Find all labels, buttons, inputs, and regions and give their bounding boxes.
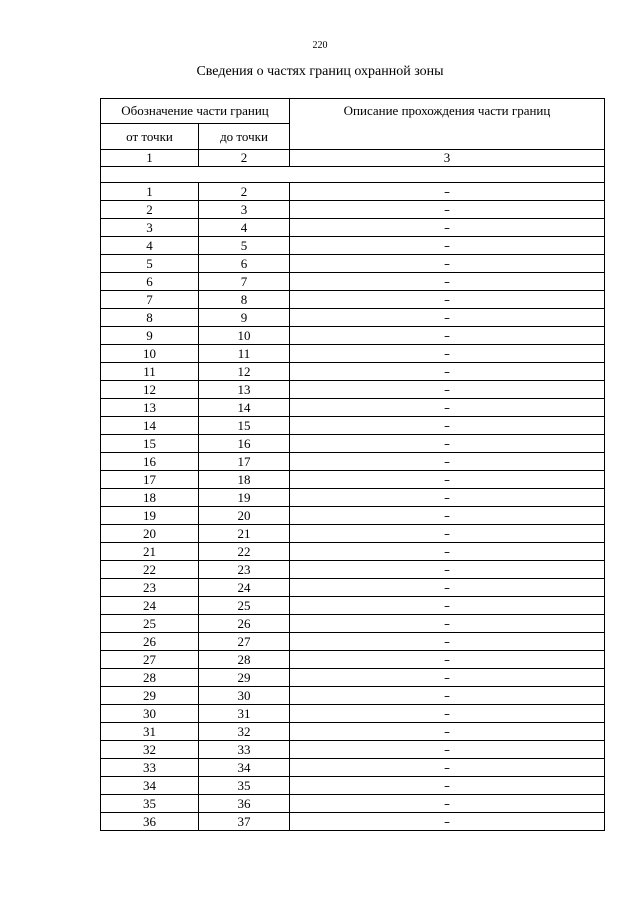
to-point-cell: 6 (199, 255, 290, 273)
from-point-cell: 17 (101, 471, 199, 489)
table-row (101, 741, 605, 759)
description-cell: – (290, 255, 605, 273)
from-point-cell: 28 (101, 669, 199, 687)
from-point-cell: 6 (101, 273, 199, 291)
to-point-cell: 31 (199, 705, 290, 723)
table-row (101, 291, 605, 309)
to-point-cell: 33 (199, 741, 290, 759)
from-point-cell: 22 (101, 561, 199, 579)
from-point-cell: 11 (101, 363, 199, 381)
table-row (101, 525, 605, 543)
description-cell: – (290, 471, 605, 489)
to-point-cell: 35 (199, 777, 290, 795)
from-point-cell: 14 (101, 417, 199, 435)
to-point-cell: 13 (199, 381, 290, 399)
from-point-cell: 15 (101, 435, 199, 453)
description-cell: – (290, 741, 605, 759)
description-cell: – (290, 507, 605, 525)
column-number-1: 1 (101, 150, 199, 167)
to-point-cell: 37 (199, 813, 290, 831)
to-point-cell: 7 (199, 273, 290, 291)
to-point-cell: 5 (199, 237, 290, 255)
header-boundary-description: Описание прохождения части границ (290, 99, 605, 150)
from-point-cell: 12 (101, 381, 199, 399)
column-number-2: 2 (199, 150, 290, 167)
to-point-cell: 23 (199, 561, 290, 579)
table-row (101, 417, 605, 435)
description-cell: – (290, 327, 605, 345)
table-row (101, 255, 605, 273)
from-point-cell: 23 (101, 579, 199, 597)
table-row (101, 309, 605, 327)
from-point-cell: 16 (101, 453, 199, 471)
description-cell: – (290, 435, 605, 453)
table-row (101, 183, 605, 201)
description-cell: – (290, 543, 605, 561)
from-point-cell: 1 (101, 183, 199, 201)
to-point-cell: 19 (199, 489, 290, 507)
description-cell: – (290, 525, 605, 543)
description-cell: – (290, 687, 605, 705)
to-point-cell: 10 (199, 327, 290, 345)
from-point-cell: 36 (101, 813, 199, 831)
to-point-cell: 30 (199, 687, 290, 705)
description-cell: – (290, 651, 605, 669)
from-point-cell: 3 (101, 219, 199, 237)
description-cell: – (290, 399, 605, 417)
description-cell: – (290, 291, 605, 309)
from-point-cell: 24 (101, 597, 199, 615)
table-row (101, 777, 605, 795)
from-point-cell: 9 (101, 327, 199, 345)
table-row (101, 723, 605, 741)
to-point-cell: 21 (199, 525, 290, 543)
table-row (101, 201, 605, 219)
from-point-cell: 21 (101, 543, 199, 561)
to-point-cell: 2 (199, 183, 290, 201)
table-row (101, 219, 605, 237)
from-point-cell: 30 (101, 705, 199, 723)
to-point-cell: 25 (199, 597, 290, 615)
to-point-cell: 15 (199, 417, 290, 435)
to-point-cell: 12 (199, 363, 290, 381)
to-point-cell: 28 (199, 651, 290, 669)
description-cell: – (290, 633, 605, 651)
to-point-cell: 22 (199, 543, 290, 561)
boundary-parts-table (100, 98, 605, 831)
description-cell: – (290, 381, 605, 399)
from-point-cell: 35 (101, 795, 199, 813)
table-row (101, 615, 605, 633)
table-row (101, 705, 605, 723)
to-point-cell: 9 (199, 309, 290, 327)
description-cell: – (290, 453, 605, 471)
description-cell: – (290, 345, 605, 363)
description-cell: – (290, 309, 605, 327)
from-point-cell: 5 (101, 255, 199, 273)
table-row (101, 471, 605, 489)
table-row (101, 507, 605, 525)
description-cell: – (290, 615, 605, 633)
page-title: Сведения о частях границ охранной зоны (196, 64, 444, 79)
description-cell: – (290, 759, 605, 777)
to-point-cell: 3 (199, 201, 290, 219)
from-point-cell: 13 (101, 399, 199, 417)
to-point-cell: 29 (199, 669, 290, 687)
from-point-cell: 18 (101, 489, 199, 507)
description-cell: – (290, 705, 605, 723)
table-row (101, 399, 605, 417)
table-row (101, 687, 605, 705)
to-point-cell: 20 (199, 507, 290, 525)
to-point-cell: 27 (199, 633, 290, 651)
table-row (101, 327, 605, 345)
from-point-cell: 7 (101, 291, 199, 309)
from-point-cell: 8 (101, 309, 199, 327)
from-point-cell: 4 (101, 237, 199, 255)
table-row (101, 795, 605, 813)
from-point-cell: 29 (101, 687, 199, 705)
from-point-cell: 25 (101, 615, 199, 633)
table-row (101, 597, 605, 615)
to-point-cell: 14 (199, 399, 290, 417)
column-number-3: 3 (290, 150, 605, 167)
to-point-cell: 36 (199, 795, 290, 813)
table-row (101, 543, 605, 561)
table-row (101, 561, 605, 579)
description-cell: – (290, 669, 605, 687)
header-to-point: до точки (199, 124, 290, 150)
table-row (101, 633, 605, 651)
description-cell: – (290, 273, 605, 291)
description-cell: – (290, 201, 605, 219)
description-cell: – (290, 795, 605, 813)
table-row (101, 453, 605, 471)
table-row (101, 273, 605, 291)
from-point-cell: 31 (101, 723, 199, 741)
to-point-cell: 26 (199, 615, 290, 633)
description-cell: – (290, 561, 605, 579)
table-row (101, 669, 605, 687)
to-point-cell: 11 (199, 345, 290, 363)
page-number: 220 (312, 40, 328, 51)
table-row (101, 813, 605, 831)
from-point-cell: 2 (101, 201, 199, 219)
table-row (101, 435, 605, 453)
description-cell: – (290, 363, 605, 381)
to-point-cell: 17 (199, 453, 290, 471)
description-cell: – (290, 597, 605, 615)
from-point-cell: 20 (101, 525, 199, 543)
table-body (101, 183, 605, 831)
description-cell: – (290, 489, 605, 507)
table-row (101, 381, 605, 399)
description-cell: – (290, 777, 605, 795)
from-point-cell: 26 (101, 633, 199, 651)
table-row (101, 345, 605, 363)
description-cell: – (290, 183, 605, 201)
table-row (101, 579, 605, 597)
from-point-cell: 10 (101, 345, 199, 363)
table-row (101, 237, 605, 255)
table-row (101, 651, 605, 669)
from-point-cell: 19 (101, 507, 199, 525)
header-boundary-part-designation: Обозначение части границ (101, 99, 290, 124)
to-point-cell: 34 (199, 759, 290, 777)
to-point-cell: 32 (199, 723, 290, 741)
table-row (101, 759, 605, 777)
description-cell: – (290, 417, 605, 435)
description-cell: – (290, 813, 605, 831)
from-point-cell: 32 (101, 741, 199, 759)
to-point-cell: 4 (199, 219, 290, 237)
description-cell: – (290, 723, 605, 741)
from-point-cell: 33 (101, 759, 199, 777)
table-row (101, 363, 605, 381)
from-point-cell: 27 (101, 651, 199, 669)
description-cell: – (290, 579, 605, 597)
description-cell: – (290, 237, 605, 255)
to-point-cell: 18 (199, 471, 290, 489)
description-cell: – (290, 219, 605, 237)
header-from-point: от точки (101, 124, 199, 150)
table-header (101, 99, 605, 183)
to-point-cell: 16 (199, 435, 290, 453)
table-row (101, 489, 605, 507)
section-separator-row (101, 167, 605, 183)
from-point-cell: 34 (101, 777, 199, 795)
to-point-cell: 24 (199, 579, 290, 597)
to-point-cell: 8 (199, 291, 290, 309)
